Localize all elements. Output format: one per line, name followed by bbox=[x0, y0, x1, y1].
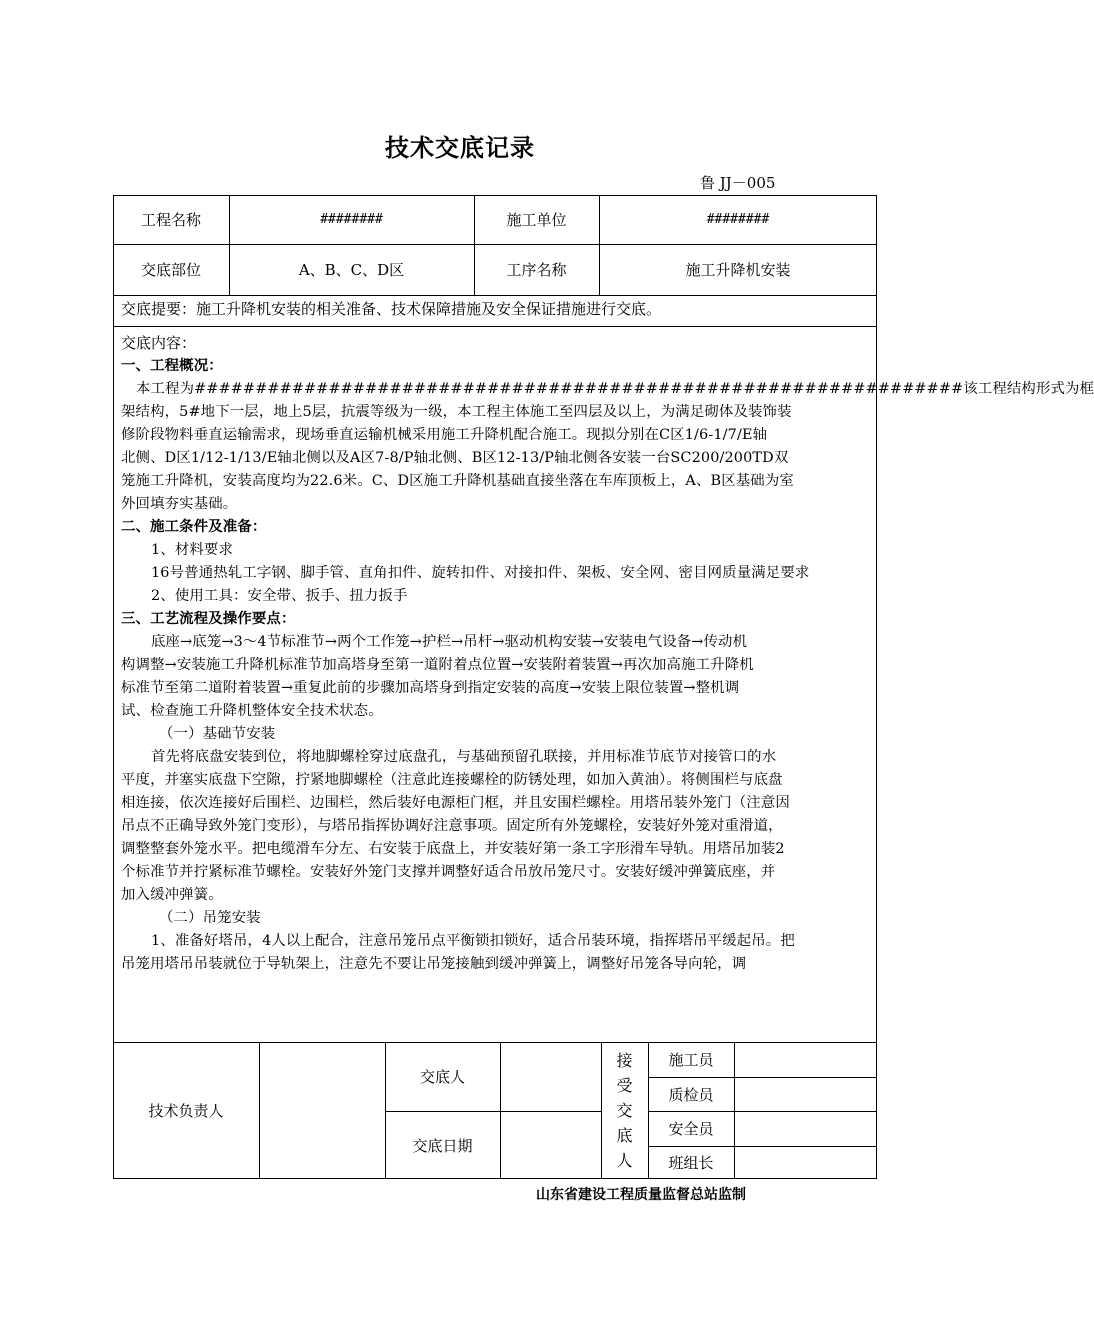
section-heading: 三、工艺流程及操作要点： bbox=[121, 611, 296, 627]
content-line: 北侧、D区1/12-1/13/E轴北侧以及A区7-8/P轴北侧、B区12-13/P轴北侧各安装一台SC200/200TD双 bbox=[121, 450, 789, 466]
role-safety: 安全员 bbox=[668, 1120, 714, 1138]
content-label: 交底内容： bbox=[121, 334, 197, 352]
summary-text: 交底提要：施工升降机安装的相关准备、技术保障措施及安全保证措施进行交底。 bbox=[121, 300, 662, 318]
contractor-value: ######## bbox=[706, 212, 770, 227]
content-line: 架结构，5#地下一层，地上5层，抗震等级为一级，本工程主体施工至四层及以上，为满足砌体及装饰装 bbox=[121, 404, 792, 420]
project-name-label: 工程名称 bbox=[140, 211, 201, 229]
section-heading: 一、工程概况： bbox=[121, 358, 223, 374]
content-line: 个标准节并拧紧标准节螺栓。安装好外笼门支撑并调整好适合吊放吊笼尺寸。安装好缓冲弹簧底座，并 bbox=[121, 864, 776, 880]
document-title: 技术交底记录 bbox=[385, 134, 535, 162]
content-line: 底座→底笼→3～4节标准节→两个工作笼→护栏→吊杆→驱动机构安装→安装电气设备→传动机 bbox=[151, 634, 748, 650]
content-line: 相连接，依次连接好后围栏、边围栏，然后装好电源柜门框，并且安围栏螺栓。用塔吊装外笼门（注意因 bbox=[121, 795, 790, 811]
content-line: 吊点不正确导致外笼门变形），与塔吊指挥协调好注意事项。固定所有外笼螺栓，安装好外笼对重滑道， bbox=[121, 818, 783, 834]
form-code: 鲁 JJ－005 bbox=[700, 174, 776, 192]
content-line: 首先将底盘安装到位，将地脚螺栓穿过底盘孔，与基础预留孔联接，并用标准节底节对接管口的水 bbox=[151, 749, 777, 765]
process-value: 施工升降机安装 bbox=[685, 261, 791, 279]
contractor-label: 施工单位 bbox=[506, 211, 567, 229]
area-value: A、B、C、D区 bbox=[298, 261, 405, 279]
role-team-lead: 班组长 bbox=[668, 1154, 714, 1172]
content-line: （二）吊笼安装 bbox=[159, 910, 261, 926]
content-line: 16号普通热轧工字钢、脚手管、直角扣件、旋转扣件、对接扣件、架板、安全网、密目网质量满足要求 bbox=[151, 565, 810, 581]
project-name-value: ######## bbox=[320, 212, 383, 227]
content-line: 标准节至第二道附着装置→重复此前的步骤加高塔身到指定安装的高度→安装上限位装置→整机调 bbox=[121, 680, 740, 696]
content-line: 修阶段物料垂直运输需求，现场垂直运输机械采用施工升降机配合施工。现拟分别在C区1/6-1/7/E轴 bbox=[121, 427, 768, 443]
role-construction: 施工员 bbox=[668, 1051, 714, 1069]
discloser-label: 交底人 bbox=[419, 1068, 465, 1086]
footer-text: 山东省建设工程质量监督总站监制 bbox=[536, 1187, 746, 1203]
disclosure-date-label: 交底日期 bbox=[412, 1136, 473, 1155]
receiver-label: 接 受 交 底 人 bbox=[616, 1051, 633, 1170]
content-line: 1、材料要求 bbox=[151, 542, 234, 558]
role-quality: 质检员 bbox=[668, 1085, 714, 1104]
section-heading: 二、施工条件及准备： bbox=[121, 519, 267, 535]
content-line: （一）基础节安装 bbox=[159, 726, 276, 742]
area-label: 交底部位 bbox=[140, 261, 201, 279]
content-body bbox=[121, 355, 1094, 976]
process-label: 工序名称 bbox=[506, 261, 567, 279]
content-line: 构调整→安装施工升降机标准节加高塔身至第一道附着点位置→安装附着装置→再次加高施工升降机 bbox=[121, 657, 754, 673]
content-line: 调整整套外笼水平。把电缆滑车分左、右安装于底盘上，并安装好第一条工字形滑车导轨。用塔吊加装2 bbox=[121, 841, 785, 857]
content-line: 笼施工升降机，安装高度均为22.6米。C、D区施工升降机基础直接坐落在车库顶板上，A、B区基础为室 bbox=[121, 473, 794, 489]
tech-lead-label: 技术负责人 bbox=[148, 1102, 224, 1120]
content-line: 外回填夯实基础。 bbox=[121, 496, 238, 512]
content-line: 本工程为###############################################################该工程结构形式为框 bbox=[136, 381, 1094, 397]
content-line: 试、检查施工升降机整体安全技术状态。 bbox=[121, 703, 383, 719]
content-line: 加入缓冲弹簧。 bbox=[121, 887, 223, 903]
content-line: 2、使用工具：安全带、扳手、扭力扳手 bbox=[151, 588, 408, 604]
content-line: 吊笼用塔吊吊装就位于导轨架上，注意先不要让吊笼接触到缓冲弹簧上，调整好吊笼各导向轮，调 bbox=[121, 956, 747, 972]
content-line: 平度，并塞实底盘下空隙，拧紧地脚螺栓（注意此连接螺栓的防锈处理，如加入黄油）。将侧围栏与底盘 bbox=[121, 772, 783, 788]
content-line: 1、准备好塔吊，4人以上配合，注意吊笼吊点平衡锁扣锁好，适合吊装环境，指挥塔吊平缓起吊。把 bbox=[151, 933, 795, 949]
